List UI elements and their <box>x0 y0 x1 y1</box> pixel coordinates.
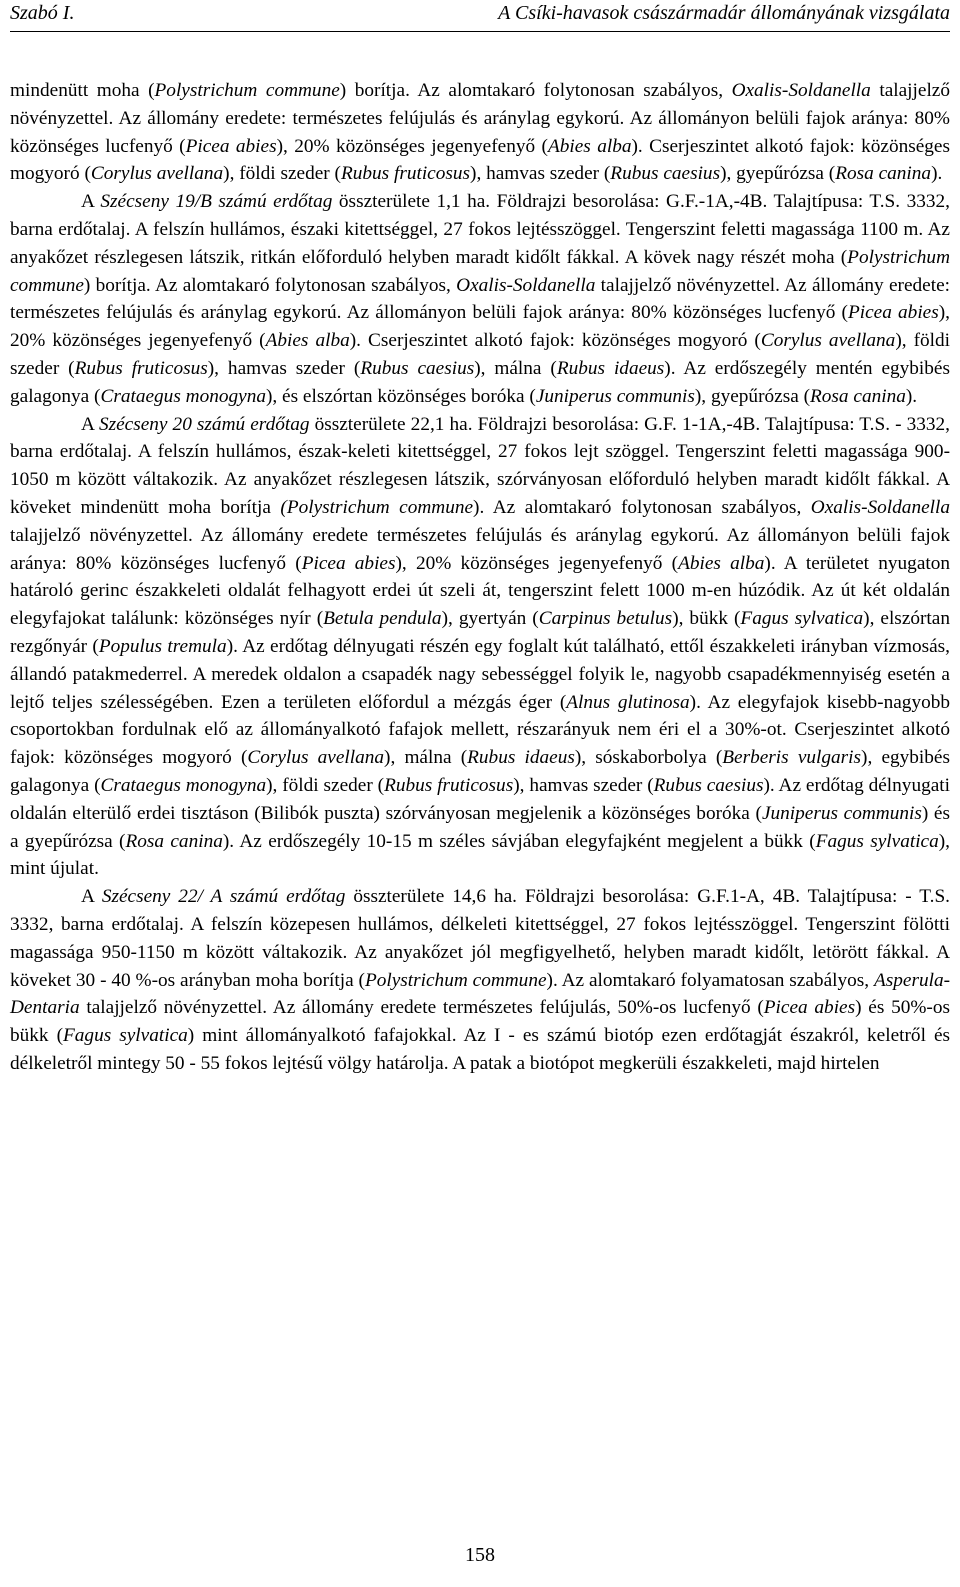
text-run: ), sóskaborbolya ( <box>574 747 723 769</box>
italic-term: Corylus avellana <box>760 330 896 352</box>
italic-term: (Polystrichum commune <box>280 496 474 518</box>
italic-term: Crataegus monogyna <box>100 774 267 796</box>
header-title: A Csíki-havasok császármadár állományának vizsgálata <box>498 2 950 24</box>
italic-term: Rubus fruticosus <box>74 357 208 379</box>
text-run: ). Cserjeszintet alkotó fajok: közönséges mogyoró ( <box>10 135 950 185</box>
text-run: talajjelző növényzettel. Az állomány eredete természetes felújulás és aránylag egykorú. Az állományon belüli fajok aránya: 80% közönséges lucfenyő ( <box>10 524 950 574</box>
italic-term: Picea abies <box>301 552 396 574</box>
text-run: ), 20% közönséges jegenyefenyő ( <box>395 552 679 574</box>
paragraph-p1 <box>10 77 950 188</box>
italic-term: Oxalis-Soldanella <box>456 274 596 296</box>
text-run: A <box>81 413 99 435</box>
text-run: ). Az elegyfajok kisebb-nagyobb csoportokban fordulnak elő az állományalkotó fafajok mellett, részarányuk nem éri el a 30%-ot. Cserjeszintet alkotó fajok: közönséges mogyoró ( <box>10 691 951 769</box>
text-run: ), 20% közönséges jegenyefenyő ( <box>276 135 548 157</box>
italic-term: Corylus avellana <box>247 747 385 769</box>
italic-term: Populus tremula <box>98 635 227 657</box>
text-run: ) és 50%-os bükk ( <box>10 997 950 1047</box>
text-run: ), földi szeder ( <box>10 330 951 379</box>
text-run: ), gyepűrózsa ( <box>694 385 810 407</box>
italic-term: Crataegus monogyna <box>100 385 266 407</box>
text-run: ), egybibés galagonya ( <box>10 747 950 796</box>
italic-term: Juniperus communis <box>535 385 695 407</box>
italic-term: Fagus sylvatica <box>815 830 939 852</box>
italic-term: Fagus sylvatica <box>63 1025 188 1047</box>
italic-term: Abies alba <box>547 135 632 157</box>
text-run: talajjelző növényzettel. Az állomány eredete: természetes felújulás és aránylag egykorú. Az állományon belüli fajok aránya: 80% közönséges lucfenyő ( <box>10 274 950 324</box>
italic-term: Alnus glutinosa <box>566 691 690 713</box>
italic-term: Rosa canina <box>835 163 932 185</box>
text-run: összterülete 14,6 ha. Földrajzi besorolása: G.F.1-A, 4B. Talajtípusa: - T.S. 3332, barna erdőtalaj. A felszín közepesen hullámos, délkeleti kitettséggel, 27 fokos lejtésszöggel. Tengerszint fölötti magassága 950-1150 m között váltakozik. Az anyakőzet jól megfigyelhető, helyben maradt kidőlt, letörött fákkal. A köveket 30 - 40 %-os arányban moha borítja ( <box>10 886 950 991</box>
text-run: ). Az erdőtag délnyugati oldalán elterülő erdei tisztáson (Bilibók puszta) szórványosan megjelenik a közönséges boróka ( <box>10 774 950 824</box>
text-run: ), földi szeder ( <box>266 774 385 796</box>
text-run: A <box>81 191 101 213</box>
text-run: ), hamvas szeder ( <box>470 163 611 185</box>
italic-term: Corylus avellana <box>90 163 224 185</box>
italic-term: Szécseny 19/B számú erdőtag <box>100 191 333 213</box>
italic-term: Rubus caesius <box>610 163 721 185</box>
text-run: ), hamvas szeder ( <box>513 774 654 796</box>
text-run: ) borítja. Az alomtakaró folytonosan szabályos, <box>83 274 457 296</box>
text-run: ), bükk ( <box>672 608 741 630</box>
text-run: ). Az alomtakaró folyamatosan szabályos, <box>546 969 874 991</box>
text-run: ). Az erdőtag délnyugati részén egy foglalt kút található, ettől északkeleti irányban vízmosás, állandó patakmederrel. A meredek oldalon a csapadék nagy sebességgel folyik le, nagyobb csapadékmennyiség esetén a lejtő teljes szélességében. Ezen a területen előfordul a mézgás éger ( <box>10 635 950 713</box>
italic-term: Oxalis-Soldanella <box>731 80 871 101</box>
italic-term: Juniperus communis <box>761 802 922 824</box>
text-run: összterülete 1,1 ha. Földrajzi besorolása: G.F.-1A,-4B. Talajtípusa: T.S. 3332, barna erdőtalaj. A felszín hullámos, északi kitettséggel, 27 fokos lejtésszöggel. Tengerszint feletti magassága 1100 m. Az anyakőzet részlegesen látszik, ritkán előforduló helyben maradt kidőlt fákkal. A kövek nagy részét moha ( <box>10 191 950 268</box>
text-run: ). <box>931 163 943 185</box>
italic-term: Picea abies <box>847 302 939 324</box>
text-run: ). Az erdőszegély 10-15 m széles sávjában elegyfajként megjelent a bükk ( <box>222 830 816 852</box>
italic-term: Rubus caesius <box>360 357 475 379</box>
text-run: ), gyepűrózsa ( <box>720 163 836 185</box>
text-run: ). A területet nyugaton határoló gerinc északkeleti oldalát felhagyott erdei út szeli át, tengerszint felett 1000 m-en húzódik. Az út két oldalán elegyfajokat találunk: közönséges nyír ( <box>10 552 951 630</box>
text-run: ). Az erdőszegély mentén egybibés galagonya ( <box>10 357 950 407</box>
text-run: ), málna ( <box>474 357 557 379</box>
italic-term: Rubus idaeus <box>467 747 575 769</box>
text-run: ), mint újulat. <box>10 830 950 880</box>
text-run: ), 20% közönséges jegenyefenyő ( <box>10 302 950 352</box>
italic-term: Oxalis-Soldanella <box>810 496 950 518</box>
document-body <box>10 77 950 1078</box>
text-run: A <box>81 886 102 908</box>
text-run: ), gyertyán ( <box>441 608 539 630</box>
italic-term: Rosa canina <box>125 830 223 852</box>
italic-term: Polystrichum commune <box>154 80 340 101</box>
italic-term: Picea abies <box>185 135 277 157</box>
text-run: talajjelző növényzettel. Az állomány eredete: természetes felújulás és aránylag egykorú. Az állományon belüli fajok aránya: 80% közönséges lucfenyő ( <box>10 80 950 157</box>
text-run: talajjelző növényzettel. Az állomány eredete természetes felújulás, 50%-os lucfenyő ( <box>79 997 764 1019</box>
text-run: ), földi szeder ( <box>223 163 341 185</box>
paragraph-p4 <box>10 883 950 1078</box>
text-run: ), és elszórtan közönséges boróka ( <box>265 385 536 407</box>
running-header <box>10 0 950 26</box>
text-run: mindenütt moha ( <box>10 80 155 101</box>
italic-term: Szécseny 22/ A számú erdőtag <box>101 886 346 908</box>
italic-term: Betula pendula <box>323 608 442 630</box>
italic-term: Rosa canina <box>810 385 906 407</box>
text-run: ) borítja. Az alomtakaró folytonosan szabályos, <box>339 80 732 101</box>
italic-term: Rubus caesius <box>653 774 764 796</box>
text-run: ), málna ( <box>384 747 468 769</box>
italic-term: Abies alba <box>265 330 350 352</box>
paragraph-p2 <box>10 188 950 410</box>
italic-term: Szécseny 20 számú erdőtag <box>98 413 310 435</box>
italic-term: Asperula-Dentaria <box>10 969 951 1019</box>
text-run: összterülete 22,1 ha. Földrajzi besorolása: G.F. 1-1A,-4B. Talajtípusa: T.S. - 3332, barna erdőtalaj. A felszín hullámos, észak-keleti kitettséggel, 27 fokos lejt szöggel. Tengerszint feletti magassága 900-1050 m között váltakozik. Az anyakőzet részlegesen látszik, szórványosan előforduló helyben maradt kidőlt fákkal. A köveket mindenütt moha borítja <box>10 413 950 518</box>
header-divider <box>10 31 950 32</box>
header-author: Szabó I. <box>10 2 75 24</box>
italic-term: Berberis vulgaris <box>722 747 862 769</box>
italic-term: Picea abies <box>763 997 856 1019</box>
italic-term: Polystrichum commune <box>10 246 950 296</box>
italic-term: Rubus fruticosus <box>340 163 471 185</box>
text-run: ) és a gyepűrózsa ( <box>10 802 950 852</box>
italic-term: Rubus idaeus <box>556 357 665 379</box>
italic-term: Polystrichum commune <box>364 969 547 991</box>
italic-term: Rubus fruticosus <box>384 774 514 796</box>
italic-term: Carpinus betulus <box>538 608 673 630</box>
text-run: ) mint állományalkotó fafajokkal. Az I - es számú biotóp ezen erdőtagját északról, keletről és délkeletről mintegy 50 - 55 fokos lejtésű völgy határolja. A patak a biotópot megkerüli északkeleti, majd hirtelen <box>10 1025 951 1074</box>
text-run: ). Az alomtakaró folytonosan szabályos, <box>473 496 811 518</box>
italic-term: Abies alba <box>678 552 765 574</box>
text-run: ), hamvas szeder ( <box>207 357 361 379</box>
text-run: ). <box>905 385 918 407</box>
page-number: 158 <box>465 1544 495 1566</box>
text-run: ). Cserjeszintet alkotó fajok: közönséges mogyoró ( <box>349 330 761 352</box>
text-run: ), elszórtan rezgőnyár ( <box>10 608 950 657</box>
paragraph-p3 <box>10 411 950 884</box>
italic-term: Fagus sylvatica <box>740 608 864 630</box>
